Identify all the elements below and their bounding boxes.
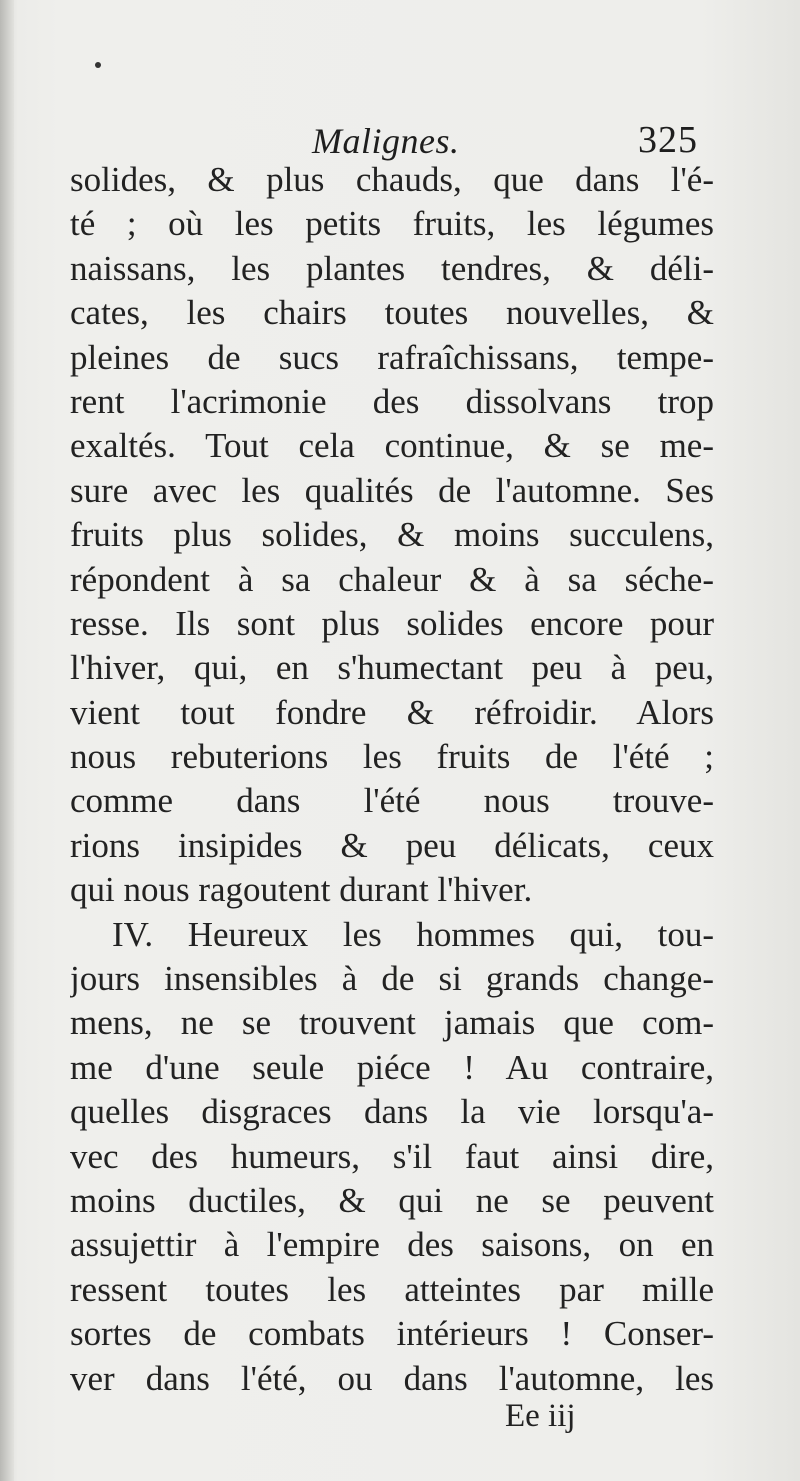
text-line: moins ductiles, & qui ne se peuvent: [70, 1180, 714, 1220]
text-line: nous rebuterions les fruits de l'été ;: [70, 737, 714, 777]
text-line: quelles disgraces dans la vie lorsqu'a-: [70, 1092, 714, 1132]
text-line: rions insipides & peu délicats, ceux: [70, 825, 714, 865]
body-text: [70, 158, 714, 1401]
text-line: rent l'acrimonie des dissolvans trop: [70, 381, 714, 421]
text-line: ver dans l'été, ou dans l'automne, les: [70, 1358, 714, 1398]
text-line: me d'une seule piéce ! Au contraire,: [70, 1047, 714, 1087]
text-line: fruits plus solides, & moins succulens,: [70, 515, 714, 555]
text-line: cates, les chairs toutes nouvelles, &: [70, 293, 714, 333]
signature-mark: Ee iij: [505, 1398, 576, 1434]
page-header: [0, 112, 800, 162]
text-line: mens, ne se trouvent jamais que com-: [70, 1003, 714, 1043]
text-line: ressent toutes les atteintes par mille: [70, 1269, 714, 1309]
text-line: solides, & plus chauds, que dans l'é-: [70, 160, 714, 199]
text-line: assujettir à l'empire des saisons, on en: [70, 1225, 714, 1265]
text-line: vient tout fondre & réfroidir. Alors: [70, 692, 714, 732]
text-line: resse. Ils sont plus solides encore pour: [70, 603, 714, 643]
text-line: vec des humeurs, s'il faut ainsi dire,: [70, 1136, 714, 1176]
text-line: comme dans l'été nous trouve-: [70, 781, 714, 821]
running-title: Malignes.: [312, 121, 460, 161]
paragraph-end-line: qui nous ragoutent durant l'hiver.: [70, 870, 533, 910]
text-line: jours insensibles à de si grands change-: [70, 959, 714, 999]
text-line: naissans, les plantes tendres, & déli-: [70, 248, 714, 288]
text-line: exaltés. Tout cela continue, & se me-: [70, 426, 714, 466]
text-line: l'hiver, qui, en s'humectant peu à peu,: [70, 648, 714, 688]
text-line: répondent à sa chaleur & à sa séche-: [70, 559, 714, 599]
text-line: sure avec les qualités de l'automne. Ses: [70, 470, 714, 510]
section-start-line: IV. Heureux les hommes qui, tou-: [112, 914, 714, 954]
ink-speck: [95, 62, 101, 68]
text-line: té ; où les petits fruits, les légumes: [70, 204, 714, 244]
page-gutter-shadow: [0, 0, 14, 1481]
page-number: 325: [638, 119, 698, 161]
text-line: sortes de combats intérieurs ! Conser-: [70, 1314, 714, 1354]
text-line: pleines de sucs rafraîchissans, tempe-: [70, 337, 714, 377]
